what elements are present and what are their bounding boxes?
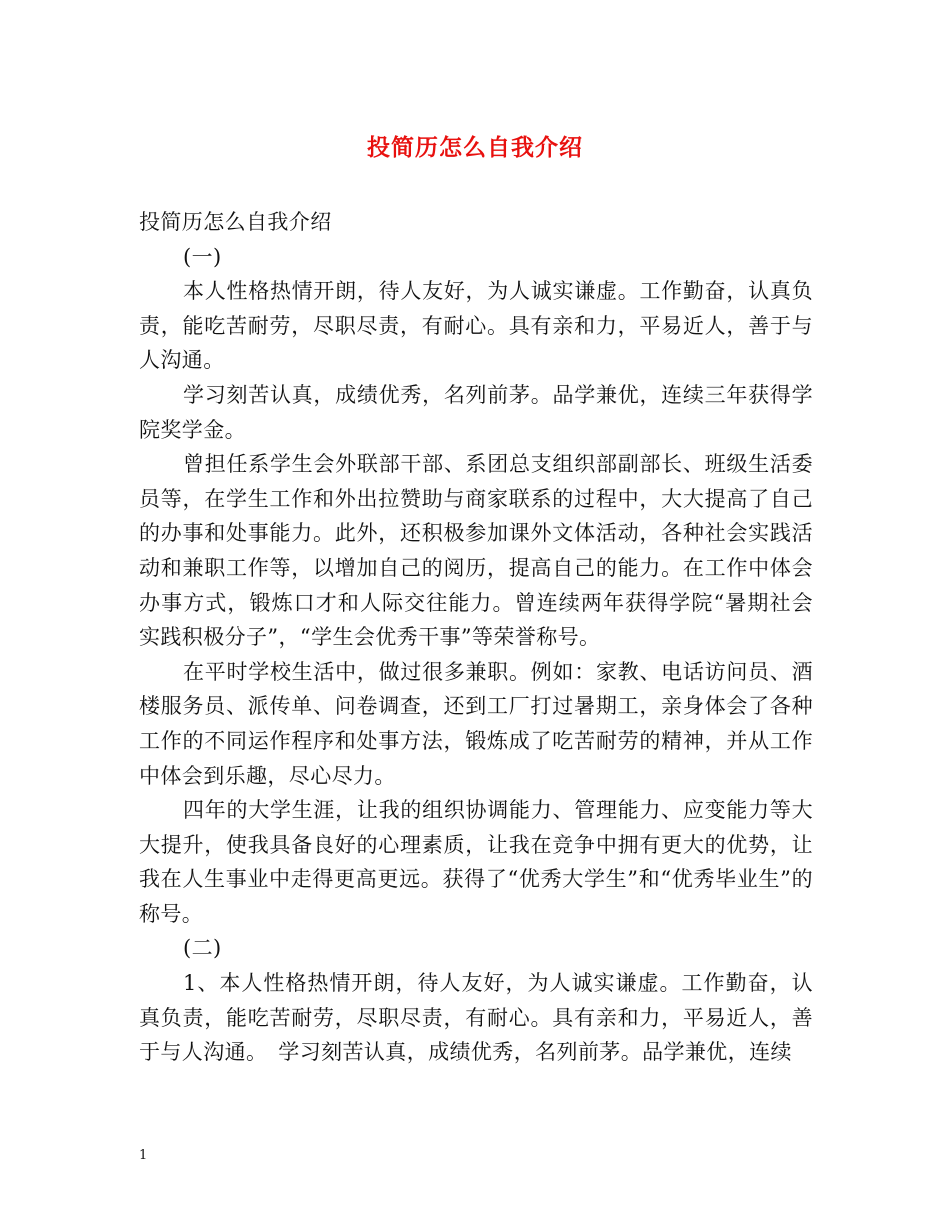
document-body (139, 205, 813, 1070)
paragraph-part-time: 在平时学校生活中，做过很多兼职。例如：家教、电话访问员、酒楼服务员、派传单、问卷调查，还到工厂打过暑期工，亲身体会了各种工作的不同运作程序和处事方法，锻炼成了吃苦耐劳的精神，并从工作中体会到乐趣，尽心尽力。 (139, 659, 813, 788)
paragraph-student-work: 曾担任系学生会外联部干部、系团总支组织部副部长、班级生活委员等，在学生工作和外出拉赞助与商家联系的过程中，大大提高了自己的办事和处事能力。此外，还积极参加课外文体活动，各种社会实践活动和兼职工作等，以增加自己的阅历，提高自己的能力。在工作中体会办事方式，锻炼口才和人际交往能力。曾连续两年获得学院“暑期社会实践积极分子”，“学生会优秀干事”等荣誉称号。 (139, 452, 813, 650)
section-marker-one: (一) (183, 244, 222, 269)
paragraph-university: 四年的大学生涯，让我的组织协调能力、管理能力、应变能力等大大提升，使我具备良好的心理素质，让我在竞争中拥有更大的优势，让我在人生事业中走得更高更远。获得了“优秀大学生”和“优秀毕业生”的称号。 (139, 798, 813, 926)
document-title: 投简历怎么自我介绍 (367, 134, 583, 161)
paragraph-personality: 本人性格热情开朗，待人友好，为人诚实谦虚。工作勤奋，认真负责，能吃苦耐劳，尽职尽责，有耐心。具有亲和力，平易近人，善于与人沟通。 (139, 279, 813, 373)
paragraph-study: 学习刻苦认真，成绩优秀，名列前茅。品学兼优，连续三年获得学院奖学金。 (139, 382, 813, 442)
page-number: 1 (139, 1148, 148, 1163)
paragraph-numbered-intro: 1、本人性格热情开朗，待人友好，为人诚实谦虚。工作勤奋，认真负责，能吃苦耐劳，尽职尽责，有耐心。具有亲和力，平易近人，善于与人沟通。 学习刻苦认真，成绩优秀，名列前茅。品学兼优，连续 (139, 971, 813, 1065)
body-heading: 投简历怎么自我介绍 (139, 210, 332, 234)
section-marker-two: (二) (183, 936, 222, 961)
